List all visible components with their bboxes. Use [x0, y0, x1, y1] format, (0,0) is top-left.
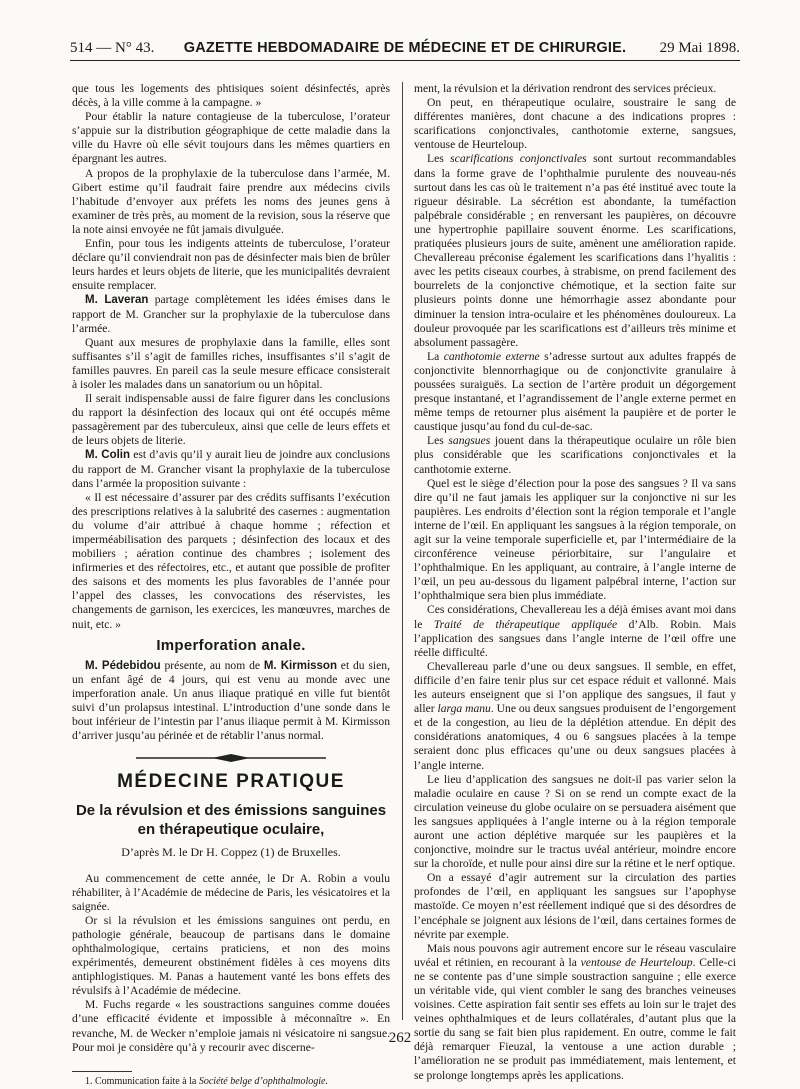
speaker-name: M. Laveran — [85, 294, 149, 307]
paragraph-text: s’adresse surtout aux adultes frappés de conjonctivite blennorrhagique ou de conjonctivite granulaire à poussées suraiguës. La section de l’artère produit un dégorgement presque instantané, et l’agrandissement de l’angle externe permet en même temps de retourner plus aisément la paupière et de porter le caustique jusqu’au fond du cul-de-sac. — [414, 349, 736, 434]
paragraph: Le lieu d’application des sangsues ne doit-il pas varier selon la maladie oculaire en cause ? Si on se rend un compte exact de la circulation veineuse du globe oculaire on se persuadera aisément que les sangsues appliquées à l’angle interne ou à la région temporale auront une action déplétive marquée sur les paupières et la conjonctive, moindre sur le tractus uvéal antérieur, moindre encore sur la choroïde, et nulle pour ainsi dire sur la rétine et le nerf optique. — [414, 772, 736, 871]
paragraph-text: Les — [427, 152, 451, 166]
rubric-heading: MÉDECINE PRATIQUE — [117, 771, 345, 793]
paragraph-text: sont surtout recommandables dans la forme grave de l’ophthalmie purulente des nouveau-nés surtout dans les cas où le traitement n’a pas été institué avec toute la rigueur désirable. La sécrétion est abondante, la tuméfaction palpébrale considérable ; en renversant les paupières, on découvre une hypertrophie papillaire souvent énorme. Les scarifications, pratiquées plusieurs jours de suite, amènent une amélioration rapide. Chevallereau préconise également les scarifications dans l’hyalitis : avec les petits ciseaux courbes, à strabisme, on prend facilement des bourrelets de la conjonctive chémotique, et la section faite sur plusieurs points donne une hémorrhagie assez abondante pour diminuer la tension intra-oculaire et les phénomènes douloureux. La douleur provoquée par les scarifications est d’ailleurs très minime et absolument passagère. — [414, 152, 737, 349]
paragraph: M. Fuchs regarde « les soustractions sanguines comme douées d’une efficacité évidente et impossible à méconnaître ». En revanche, M. de Wecker n’emploie jamais ni vésicatoire ni sangsue. Pour moi je considère qu’à y recourir avec discerne- — [72, 998, 390, 1054]
paragraph — [414, 603, 736, 659]
page-number: 262 — [388, 1030, 412, 1046]
byline: D’après M. le Dr H. Coppez (1) de Bruxelles. — [121, 845, 341, 860]
paragraph-text: Chevallereau parle d’une ou deux sangsues. Il semble, en effet, difficile d’en faire tenir plus sur cet espace réduit et vallonné. Mais les auteurs enseignent que si l’on applique des sangsues, il faut y aller — [414, 659, 736, 716]
footnote-journal: Société belge d’ophthalmologie. — [198, 1075, 328, 1087]
footnote — [72, 1075, 390, 1089]
paragraph-text: d’Alb. Robin. Mais l’application des sangsues dans l’angle interne de l’œil offre une réelle difficulté. — [414, 617, 736, 659]
paragraph — [414, 942, 736, 1083]
speaker-name: M. Kirmisson — [263, 659, 337, 672]
paragraph — [414, 660, 736, 773]
paragraph — [72, 448, 390, 490]
paragraph: Quel est le siège d’élection pour la pose des sangsues ? Il va sans dire qu’il ne faut jamais les appliquer sur la conjonctive ni sur les paupières. Les endroits d’élection sont la région temporale et l’angle interne de l’œil. En appliquant les sangsues à la région temporale, on agit sur la veine temporale superficielle et, par l’intermédiaire de la circonférence veineuse périorbitaire, sur l’angulaire et l’ophthalmique. En les appliquant, au contraire, à l’angle interne de l’œil, un peu au-dessous du ligament palpébral interne, l’action sur l’ophthalmique sera bien plus immédiate. — [414, 476, 736, 603]
ornamental-rule — [72, 753, 390, 763]
ornament-divider-icon — [72, 753, 390, 763]
paragraph: Pour établir la nature contagieuse de la tuberculose, l’orateur s’appuie sur la distribution géographique de cette maladie dans la ville du Havre où elle sévit toujours dans les mêmes quartiers en épargnant les autres. — [72, 110, 390, 166]
paragraph-text: est d’avis qu’il y aurait lieu de joindre aux conclusions du rapport de M. Grancher visant la prophylaxie de la tuberculose dans l’armée la proposition suivante : — [72, 448, 391, 490]
paragraph: Il serait indispensable aussi de faire figurer dans les conclusions du rapport la désinfection des locaux qui ont été occupés même passagèrement par des tuberculeux, ainsi que celle de leurs effets et de leurs objets de literie. — [72, 392, 390, 448]
paragraph-text: . Une ou deux sangsues produisent de l’engorgement et de la congestion, au lieu de la déplétion attendue. En dépit des considérations anatomiques, 4 ou 6 sangsues placées à la tempe seraient donc plus efficaces qu’une ou deux sangsues placées à l’angle interne. — [414, 702, 736, 772]
paragraph — [414, 152, 736, 349]
article-title-line: De la révulsion et des émissions sanguines — [75, 802, 387, 820]
paragraph-text: jouent dans la thérapeutique oculaire un rôle bien plus considérable que les scarifications conjonctivales et la canthotomie externe. — [414, 434, 737, 476]
paragraph-text: Les — [427, 434, 449, 448]
paragraph: Au commencement de cette année, le Dr A. Robin a voulu réhabiliter, à l’Académie de médecine de Paris, les vésicatoires et la saignée. — [72, 871, 390, 913]
paragraph — [72, 659, 390, 744]
journal-title: GAZETTE HEBDOMADAIRE DE MÉDECINE ET DE CHIRURGIE. — [183, 40, 627, 56]
paragraph: Enfin, pour tous les indigents atteints de tuberculose, l’orateur déclare qu’il conviendrait non pas de désinfecter mais bien de brûler leurs hardes et leurs objets de literie, que les municipalités devraient ensuite remplacer. — [72, 237, 390, 293]
paragraph-text: . Celle-ci ne se contente pas d’une simple soustraction sanguine ; elle exerce un véritable vide, qui vient combler le sang des branches veineuses voisines. Cette aspiration fait sentir ses effets au loin sur le trajet des veines ophthalmiques et de leurs collatérales, d’autant plus que la sortie du sang se fait bien plus rapidement. En outre, comme le fait déjà remarquer Fieuzal, la ventouse a une action durable ; l’amélioration ne se produit pas immédiatement, mais lentement, et se prolonge longtemps après les applications. — [414, 955, 736, 1082]
paragraph — [414, 434, 736, 476]
paragraph: Quant aux mesures de prophylaxie dans la famille, elles sont suffisantes s’il s’agit de familles riches, insuffisantes s’il s’agit de familles pauvres. En pareil cas la seule mesure efficace consisterait à isoler les malades dans un sanatorium ou un hôpital. — [72, 335, 390, 391]
left-column — [72, 82, 390, 1089]
article-title-line: en thérapeutique oculaire, — [137, 821, 325, 839]
paragraph-text: Mais nous pouvons agir autrement encore sur le réseau vasculaire uvéal et rétinien, en recourant à la — [414, 941, 736, 969]
paragraph: ment, la révulsion et la dérivation rendront des services précieux. — [414, 82, 717, 95]
paragraph: On a essayé d’agir autrement sur la circulation des parties profondes de l’œil, en appliquant les sangsues sur l’apophyse mastoïde. Ce moyen n’est réellement indiqué que si des désordres de l’encéphale se joignent aux lésions de l’œil, dans certaines formes de névrite par exemple. — [414, 871, 736, 941]
paragraph — [72, 293, 390, 335]
italic-term: ventouse de Heurteloup — [580, 955, 693, 969]
paragraph: On peut, en thérapeutique oculaire, soustraire le sang de différentes manières, dont chacune a des indications propres : scarifications conjonctivales, canthotomie externe, sangsues, ventouse de Heurteloup. — [414, 96, 736, 152]
italic-term: canthotomie externe — [443, 349, 540, 363]
issue-date: 29 Mai 1898. — [659, 40, 740, 56]
speaker-name: M. Pédebidou — [85, 659, 161, 672]
footnote-number: 1. — [85, 1075, 95, 1087]
italic-term: scarifications conjonctivales — [450, 152, 587, 166]
italic-term: sangsues — [448, 434, 491, 448]
paragraph: que tous les logements des phtisiques soient désinfectés, après décès, à la ville comme à la campagne. » — [72, 82, 390, 110]
article-title — [72, 801, 390, 839]
column-divider — [402, 82, 403, 1020]
paragraph-text: La — [427, 349, 444, 363]
section-heading: Imperforation anale. — [156, 636, 306, 654]
page-reference: 514 — N° 43. — [70, 40, 155, 56]
paragraph-text: et du sien, un enfant âgé de 4 jours, qui est venu au monde avec une imperforation anale. Un anus iliaque pratiqué en ville fut bientôt suivi d’un prolapsus intestinal. L’introduction d’une sonde dans le bout inférieur de l’intestin par l’anus iliaque permit à M. Kirmisson d’arriver jusqu’au périnée et de rétablir l’anus normal. — [72, 658, 390, 743]
right-column — [414, 82, 736, 1083]
footnote-rule — [72, 1071, 132, 1072]
paragraph-text: présente, au nom de — [160, 658, 264, 672]
quoted-proposal: « Il est nécessaire d’assurer par des crédits suffisants l’exécution des prescriptions relatives à la salubrité des casernes : augmentation du volume d’air attribué à chaque homme ; réfection et imperméabilisation des parquets ; désinfection des locaux et des mobiliers ; aération continue des chambres ; isolement des infirmeries et des réfectoires, etc., et autant que possible de profiter des saisons et des moments les plus favorables de l’année pour l’appel des classes, les convocations des réservistes, les changements de garnison, les exercices, les manœuvres, marches de nuit, etc. » — [72, 490, 390, 631]
paragraph-text: partage complètement les idées émises dans le rapport de M. Grancher sur la prophylaxie de la tuberculose dans l’armée. — [72, 293, 390, 335]
footnote-text: Communication faite à la — [95, 1075, 199, 1087]
paragraph-text: Ces considérations, Chevallereau les a déjà émises avant moi dans le — [414, 603, 736, 631]
paragraph: A propos de la prophylaxie de la tuberculose dans l’armée, M. Gibert estime qu’il faudrait faire prendre aux médecins civils l’habitude d’envoyer aux préfets les noms des jeunes gens à examiner de très près, au moment de la revision, sous la réserve que la note ainsi envoyée ne fût jamais divulguée. — [72, 166, 390, 236]
italic-term: Traité de thérapeutique appliquée — [433, 617, 618, 631]
paragraph: Or si la révulsion et les émissions sanguines ont perdu, en pathologie générale, beaucoup de partisans dans le domaine ophthalmologique, certains praticiens, et non des moins expérimentés, demeurent obstinément fidèles à ces moyens dits antiphlogistiques. M. Panas a hautement vanté les bons effets des révulsifs à l’Académie de médecine. — [72, 913, 390, 998]
speaker-name: M. Colin — [85, 449, 131, 462]
running-header — [70, 38, 740, 61]
paragraph — [414, 350, 736, 435]
italic-term: larga manu — [437, 702, 491, 716]
